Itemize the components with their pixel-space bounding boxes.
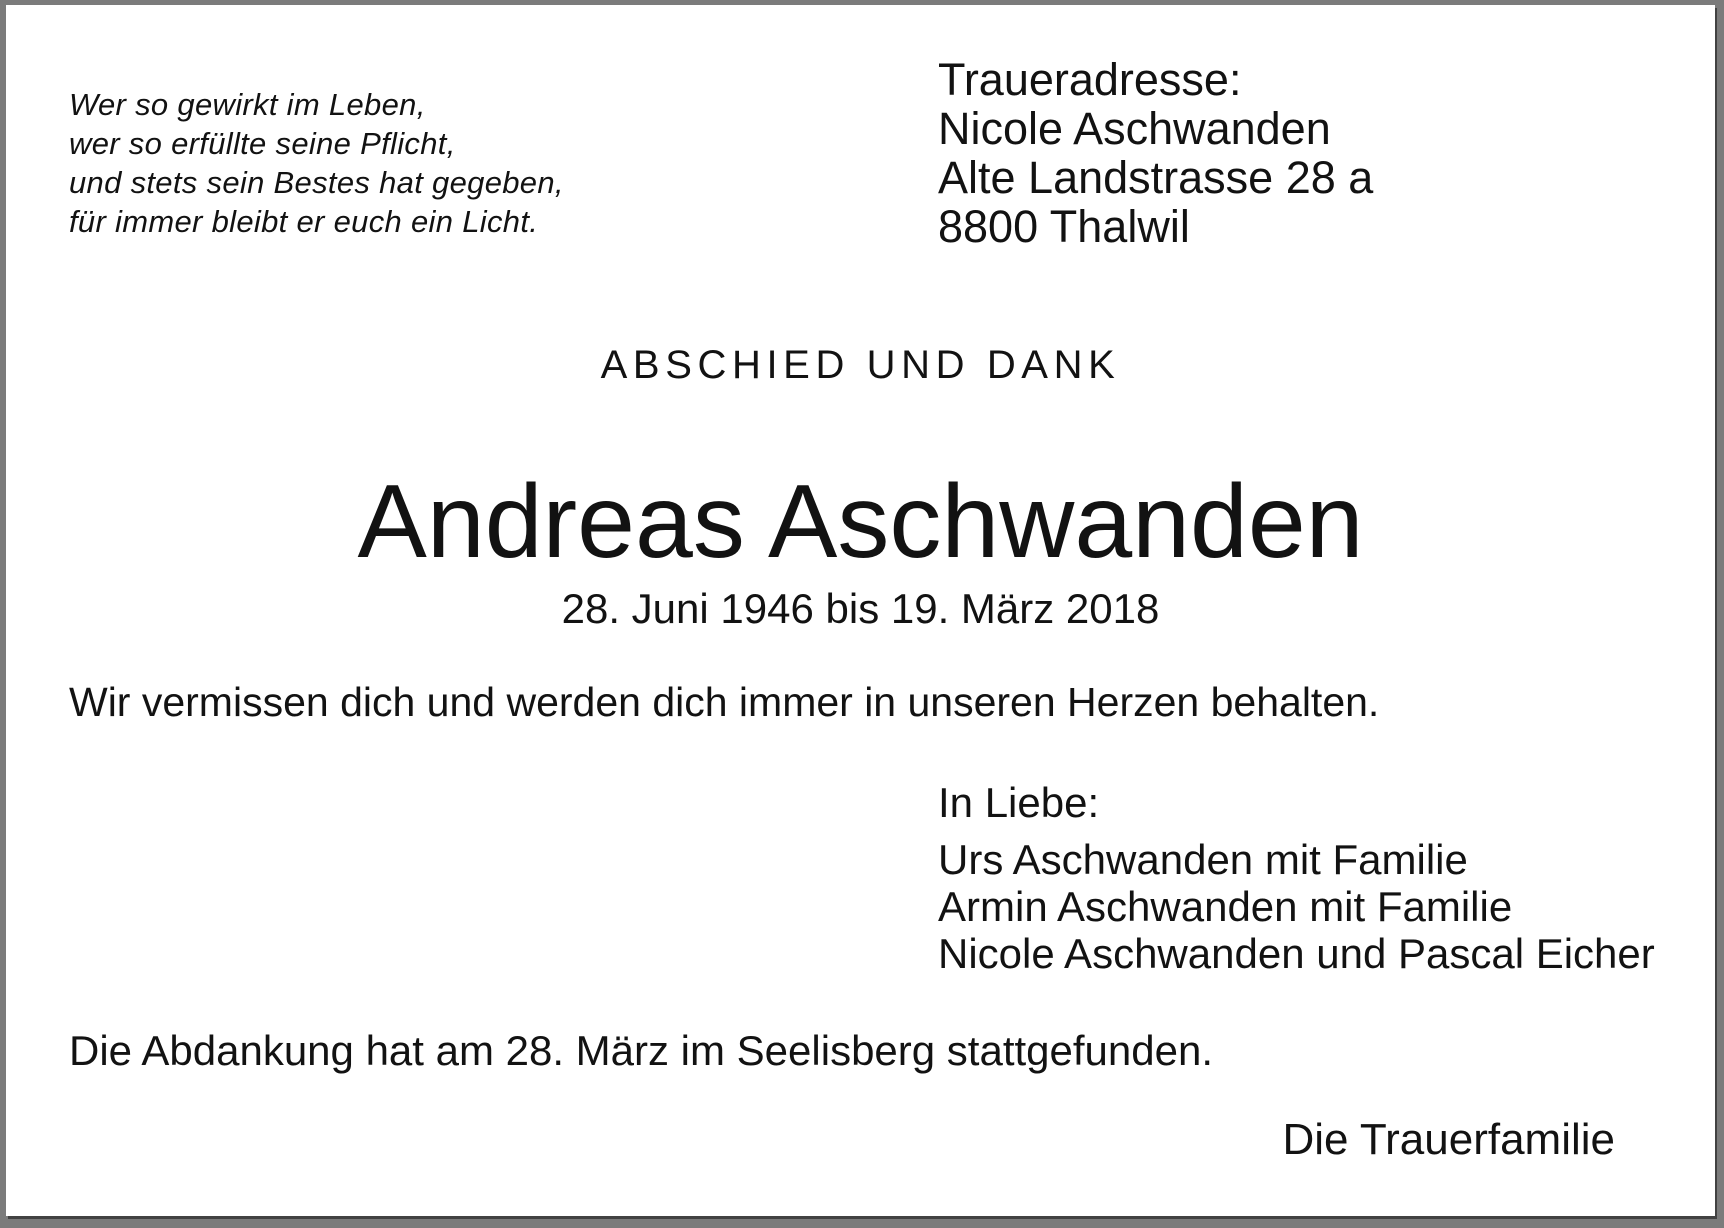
verse-line-2: wer so erfüllte seine Pflicht, (69, 126, 456, 161)
mourners-list (938, 836, 1655, 977)
mourning-address-street: Alte Landstrasse 28 a (938, 152, 1374, 203)
in-love-label: In Liebe: (938, 779, 1100, 826)
funeral-note: Die Abdankung hat am 28. März im Seelisberg stattgefunden. (69, 1027, 1214, 1074)
memorial-verse (69, 85, 564, 241)
farewell-line: Wir vermissen dich und werden dich immer in unseren Herzen behalten. (69, 679, 1380, 725)
mourner-line-2: Armin Aschwanden mit Familie (938, 883, 1513, 930)
mourning-address-block (938, 55, 1373, 251)
verse-line-4: für immer bleibt er euch ein Licht. (69, 204, 539, 239)
verse-line-3: und stets sein Bestes hat gegeben, (69, 165, 564, 200)
headline: ABSCHIED UND DANK (600, 343, 1121, 387)
mourning-address-city: 8800 Thalwil (938, 201, 1190, 252)
deceased-name: Andreas Aschwanden (357, 464, 1364, 580)
mourning-address-label: Traueradresse: (938, 54, 1242, 105)
mourning-address-name: Nicole Aschwanden (938, 103, 1331, 154)
notice-card (6, 5, 1715, 1216)
mourner-line-1: Urs Aschwanden mit Familie (938, 836, 1468, 883)
family-signature: Die Trauerfamilie (1282, 1115, 1615, 1164)
mourner-line-3: Nicole Aschwanden und Pascal Eicher (938, 930, 1655, 977)
verse-line-1: Wer so gewirkt im Leben, (69, 87, 426, 122)
life-dates: 28. Juni 1946 bis 19. März 2018 (561, 585, 1160, 632)
